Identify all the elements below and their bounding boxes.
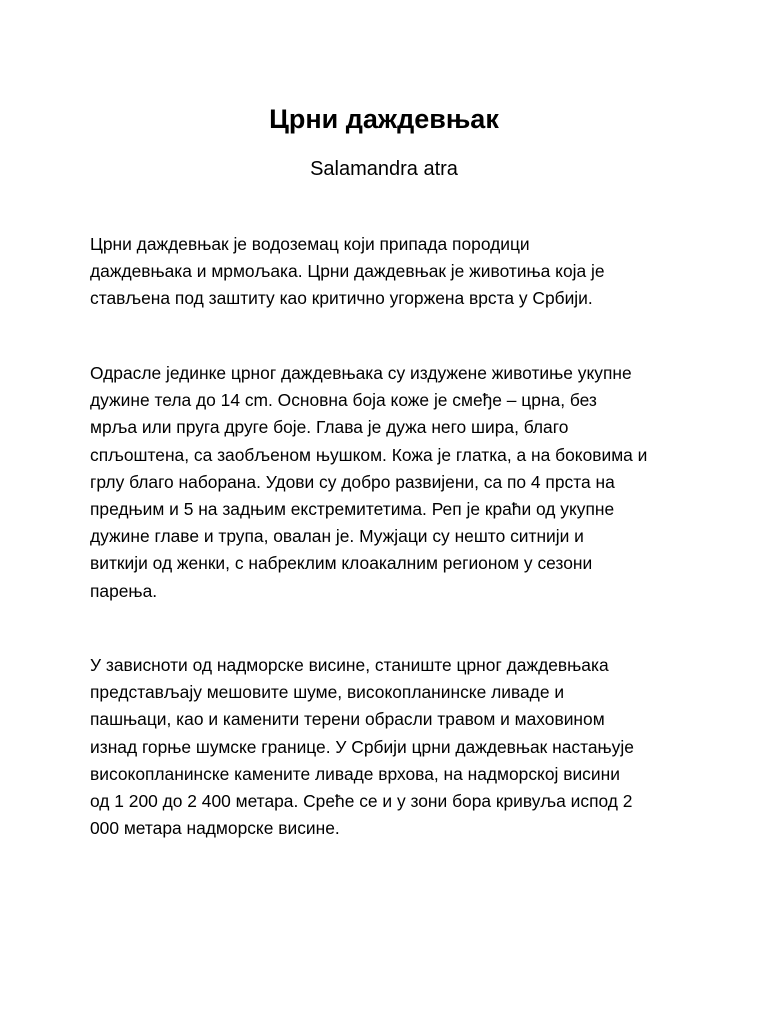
text-line: предњим и 5 на задњим екстремитетима. Реп је краћи од укупне <box>90 499 615 520</box>
paragraph-habitat <box>90 652 690 842</box>
text-line: грлу благо наборана. Удови су добро развијени, са по 4 прста на <box>90 471 615 492</box>
text-line: мрља или пруга друге боје. Глава је дужа него шира, благо <box>90 417 569 438</box>
paragraph-description <box>90 360 690 605</box>
text-line: представљају мешовите шуме, високопланинске ливаде и <box>90 682 565 703</box>
paragraph-intro <box>90 231 690 313</box>
text-line: Одрасле јединке црног даждевњака су издужене животиње укупне <box>90 363 632 383</box>
text-line: Црни даждевњак је водоземац који припада породици <box>90 234 530 254</box>
text-line: од 1 200 до 2 400 метара. Среће се и у зони бора кривуља испод 2 <box>90 791 633 812</box>
text-line: пашњаци, као и каменити терени обрасли травом и маховином <box>90 709 605 730</box>
text-line: парења. <box>90 580 158 601</box>
text-line: високопланинске камените ливаде врхова, на надморској висини <box>90 763 620 784</box>
text-line: дужине тела до 14 cm. Основна боја коже је смеђе – црна, без <box>90 390 597 411</box>
page-subtitle: Salamandra atra <box>310 158 458 180</box>
text-line: 000 метара надморске висине. <box>90 818 340 839</box>
text-line: спљоштена, са заобљеном њушком. Кожа је глатка, а на боковима и <box>90 444 648 465</box>
text-line: стављена под заштиту као критично угоржена врста у Србији. <box>90 288 593 309</box>
text-line: дужине главе и трупа, овалан је. Мужјаци су нешто ситнији и <box>90 526 584 547</box>
text-line: виткији од женки, с набреклим клоакалним регионом у сезони <box>90 553 593 574</box>
text-line: даждевњака и мрмољака. Црни даждевњак је животиња која је <box>90 261 605 282</box>
page-title: Црни даждевњак <box>269 104 499 134</box>
text-line: У зависноти од надморске висине, станиште црног даждевњака <box>90 655 609 675</box>
text-line: изнад горње шумске границе. У Србији црни даждевњак настањује <box>90 736 634 757</box>
